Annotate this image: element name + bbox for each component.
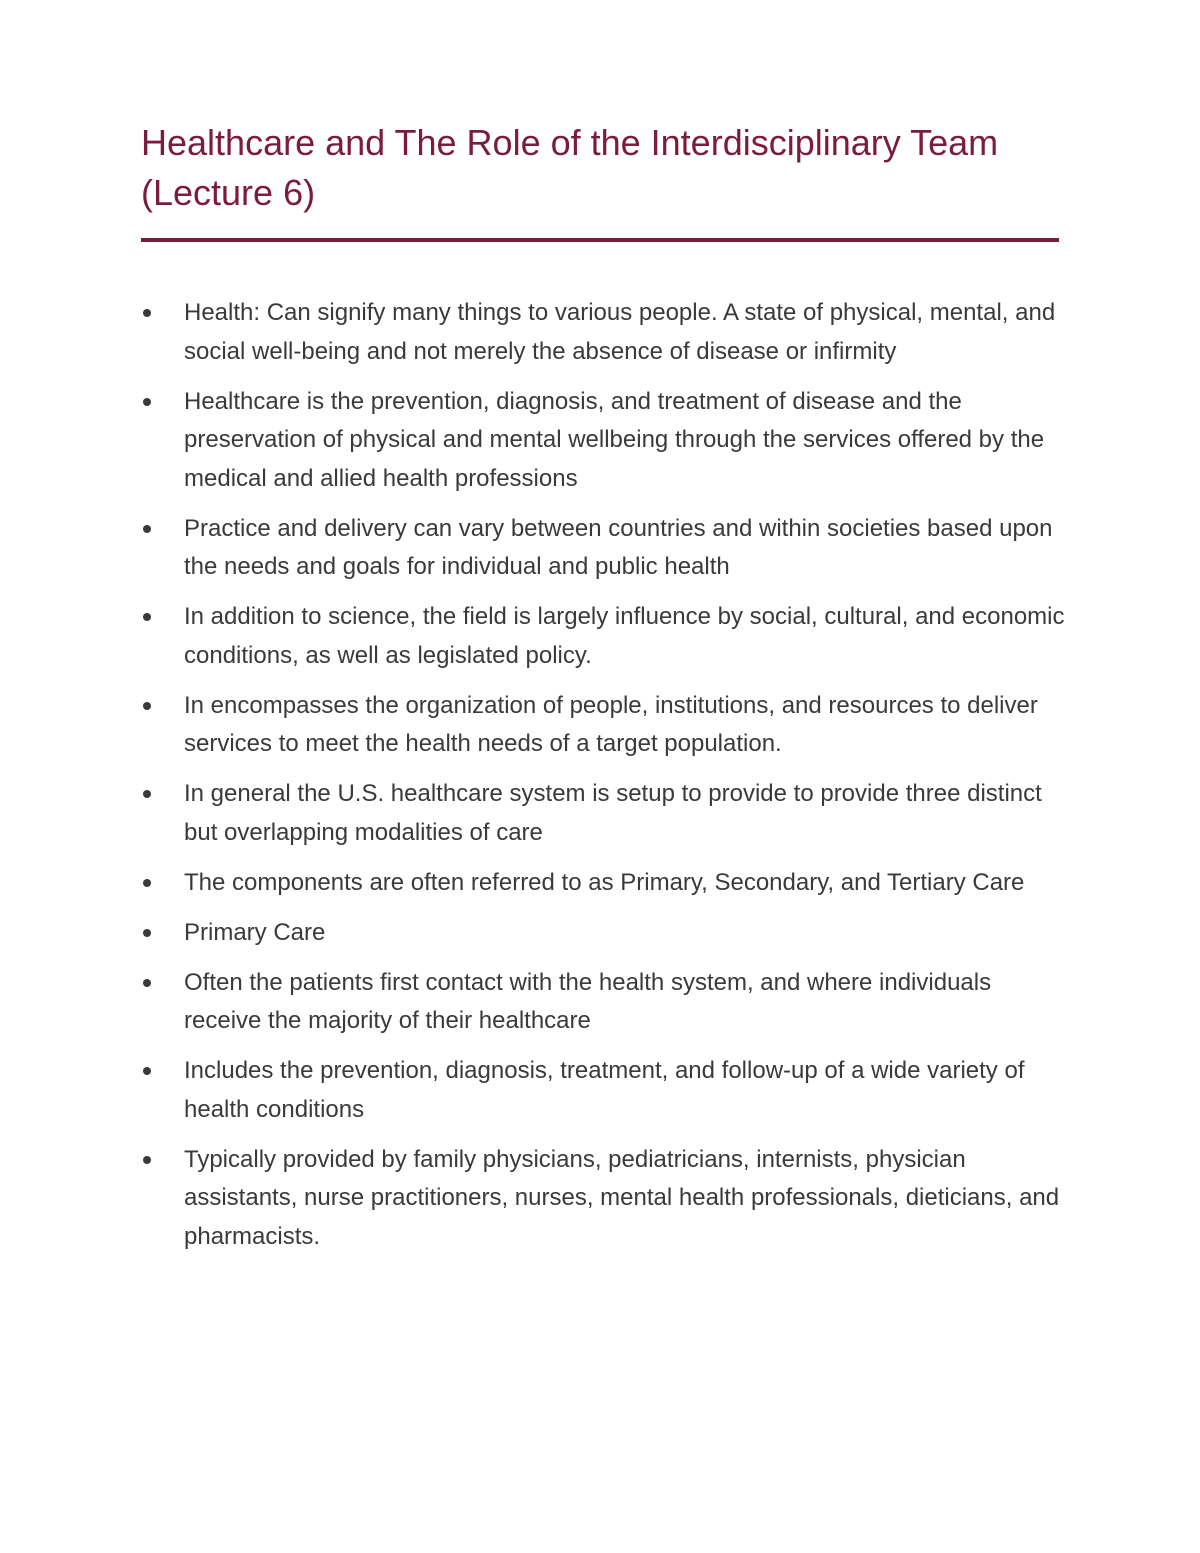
list-item <box>141 687 1066 764</box>
list-item <box>141 775 1066 852</box>
bullet-icon <box>143 929 151 937</box>
list-item <box>141 1052 1066 1129</box>
bullet-list <box>141 294 1066 1268</box>
list-item-text: In addition to science, the field is largely influence by social, cultural, and economic conditions, as well as legislated policy. <box>184 603 1065 669</box>
page-title: Healthcare and The Role of the Interdisciplinary Team (Lecture 6) <box>141 122 999 213</box>
list-item <box>141 914 1066 953</box>
list-item-text: Often the patients first contact with the health system, and where individuals receive the majority of their healthcare <box>184 968 992 1034</box>
bullet-icon <box>143 702 151 710</box>
list-item-text: Health: Can signify many things to various people. A state of physical, mental, and social well-being and not merely the absence of disease or infirmity <box>184 299 1056 365</box>
bullet-icon <box>143 979 151 987</box>
list-item <box>141 294 1066 371</box>
title-divider <box>141 238 1059 242</box>
bullet-icon <box>143 1067 151 1075</box>
bullet-icon <box>143 1156 151 1164</box>
list-item <box>141 1141 1066 1257</box>
list-item <box>141 964 1066 1041</box>
list-item-text: Includes the prevention, diagnosis, treatment, and follow-up of a wide variety of health conditions <box>184 1057 1025 1123</box>
list-item-text: Practice and delivery can vary between countries and within societies based upon the needs and goals for individual and public health <box>184 514 1053 580</box>
list-item <box>141 864 1066 903</box>
bullet-icon <box>143 398 151 406</box>
bullet-icon <box>143 613 151 621</box>
list-item <box>141 383 1066 499</box>
bullet-icon <box>143 309 151 317</box>
list-item <box>141 598 1066 675</box>
list-item-text: In general the U.S. healthcare system is setup to provide to provide three distinct but overlapping modalities of care <box>184 780 1042 846</box>
bullet-icon <box>143 879 151 887</box>
list-item-text: In encompasses the organization of people, institutions, and resources to deliver services to meet the health needs of a target population. <box>184 691 1038 757</box>
list-item-text: Healthcare is the prevention, diagnosis, and treatment of disease and the preservation of physical and mental wellbeing through the services offered by the medical and allied health professions <box>184 387 1045 492</box>
bullet-icon <box>143 790 151 798</box>
list-item <box>141 510 1066 587</box>
bullet-icon <box>143 525 151 533</box>
list-item-text: The components are often referred to as Primary, Secondary, and Tertiary Care <box>184 868 1025 896</box>
list-item-text: Typically provided by family physicians, pediatricians, internists, physician assistants, nurse practitioners, nurses, mental health professionals, dieticians, and pharmacists. <box>184 1145 1060 1250</box>
list-item-text: Primary Care <box>184 918 326 946</box>
